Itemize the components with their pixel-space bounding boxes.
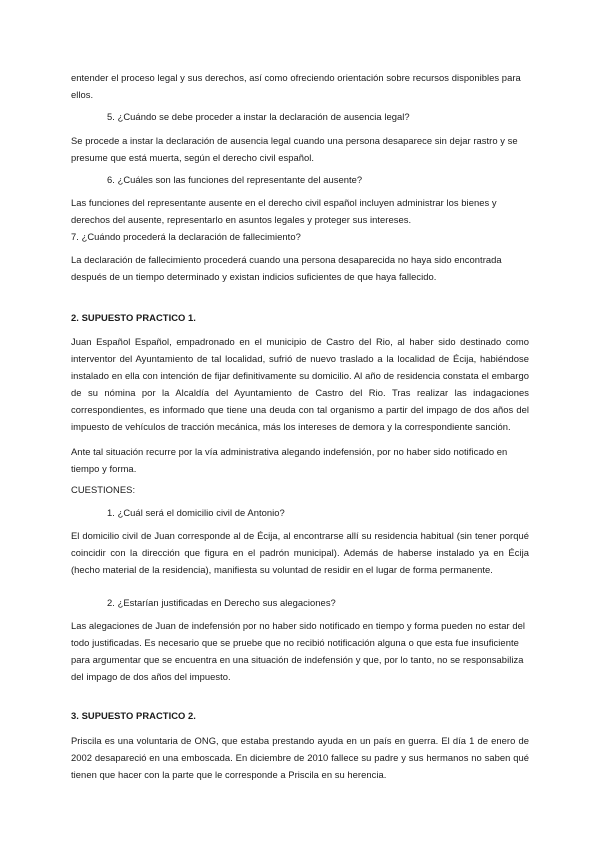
case-1-answer-1: El domicilio civil de Juan corresponde al de Écija, al encontrarse allí su residencia habitual (sin tener porqué coincidir con la dirección que figura en el padrón municipal). Además de haberse instalado ya en Écija (hecho material de la residencia), manifiesta su voluntad de residir en el lugar de forma permanente. xyxy=(71,530,529,575)
case-1-question-1: 1. ¿Cuál será el domicilio civil de Antonio? xyxy=(107,507,285,518)
answer-5: Se procede a instar la declaración de ausencia legal cuando una persona desaparece sin dejar rastro y se presume que está muerta, según el derecho civil español. xyxy=(71,135,518,163)
case-2-heading: 3. SUPUESTO PRACTICO 2. xyxy=(71,710,196,721)
question-7: 7. ¿Cuándo procederá la declaración de fallecimiento? xyxy=(71,231,301,242)
question-5: 5. ¿Cuándo se debe proceder a instar la declaración de ausencia legal? xyxy=(107,111,410,122)
case-1-question-2: 2. ¿Estarían justificadas en Derecho sus alegaciones? xyxy=(107,597,336,608)
answer-6: Las funciones del representante ausente en el derecho civil español incluyen administrar los bienes y derechos del ausente, representarlo en asuntos legales y proteger sus intereses. xyxy=(71,197,497,225)
case-2-paragraph-1: Priscila es una voluntaria de ONG, que estaba prestando ayuda en un país en guerra. El día 1 de enero de 2002 desapareció en una emboscada. En diciembre de 2010 fallece su padre y sus hermanos no saben qué tienen que hacer con la parte que le corresponde a Priscila en su herencia. xyxy=(71,735,529,780)
case-1-paragraph-1: Juan Español Español, empadronado en el municipio de Castro del Rio, al haber sido destinado como interventor del Ayuntamiento de tal localidad, sufrió de nuevo traslado a la localidad de Écija, habiéndose instalado en ella con intención de fijar definitivamente su domicilio. Al año de residencia constata el embargo de su nómina por la Alcaldía del Ayuntamiento de Castro del Rio. Tras realizar las indagaciones correspondientes, es informado que tiene una deuda con tal organismo a partir del impago de dos años del impuesto de vehículos de tracción mecánica, más los intereses de demora y la correspondiente sanción. xyxy=(71,336,529,432)
case-1-answer-2: Las alegaciones de Juan de indefensión por no haber sido notificado en tiempo y forma pueden no estar del todo justificadas. Es necesario que se pruebe que no recibió notificación alguna o que esta fue insuficiente para argumentar que se encuentra en una situación de indefensión y que, por lo tanto, no se responsabiliza del impago de dos años del impuesto. xyxy=(71,620,525,682)
answer-7: La declaración de fallecimiento procederá cuando una persona desaparecida no haya sido encontrada después de un tiempo determinado y existan indicios suficientes de que haya fallecido. xyxy=(71,254,502,282)
cuestiones-label: CUESTIONES: xyxy=(71,484,136,495)
case-1-heading: 2. SUPUESTO PRACTICO 1. xyxy=(71,312,196,323)
intro-paragraph-tail: entender el proceso legal y sus derechos, así como ofreciendo orientación sobre recursos disponibles para ellos. xyxy=(71,72,521,100)
case-1-paragraph-2: Ante tal situación recurre por la vía administrativa alegando indefensión, por no haber sido notificado en tiempo y forma. xyxy=(71,446,508,474)
question-6: 6. ¿Cuáles son las funciones del representante del ausente? xyxy=(107,174,363,185)
